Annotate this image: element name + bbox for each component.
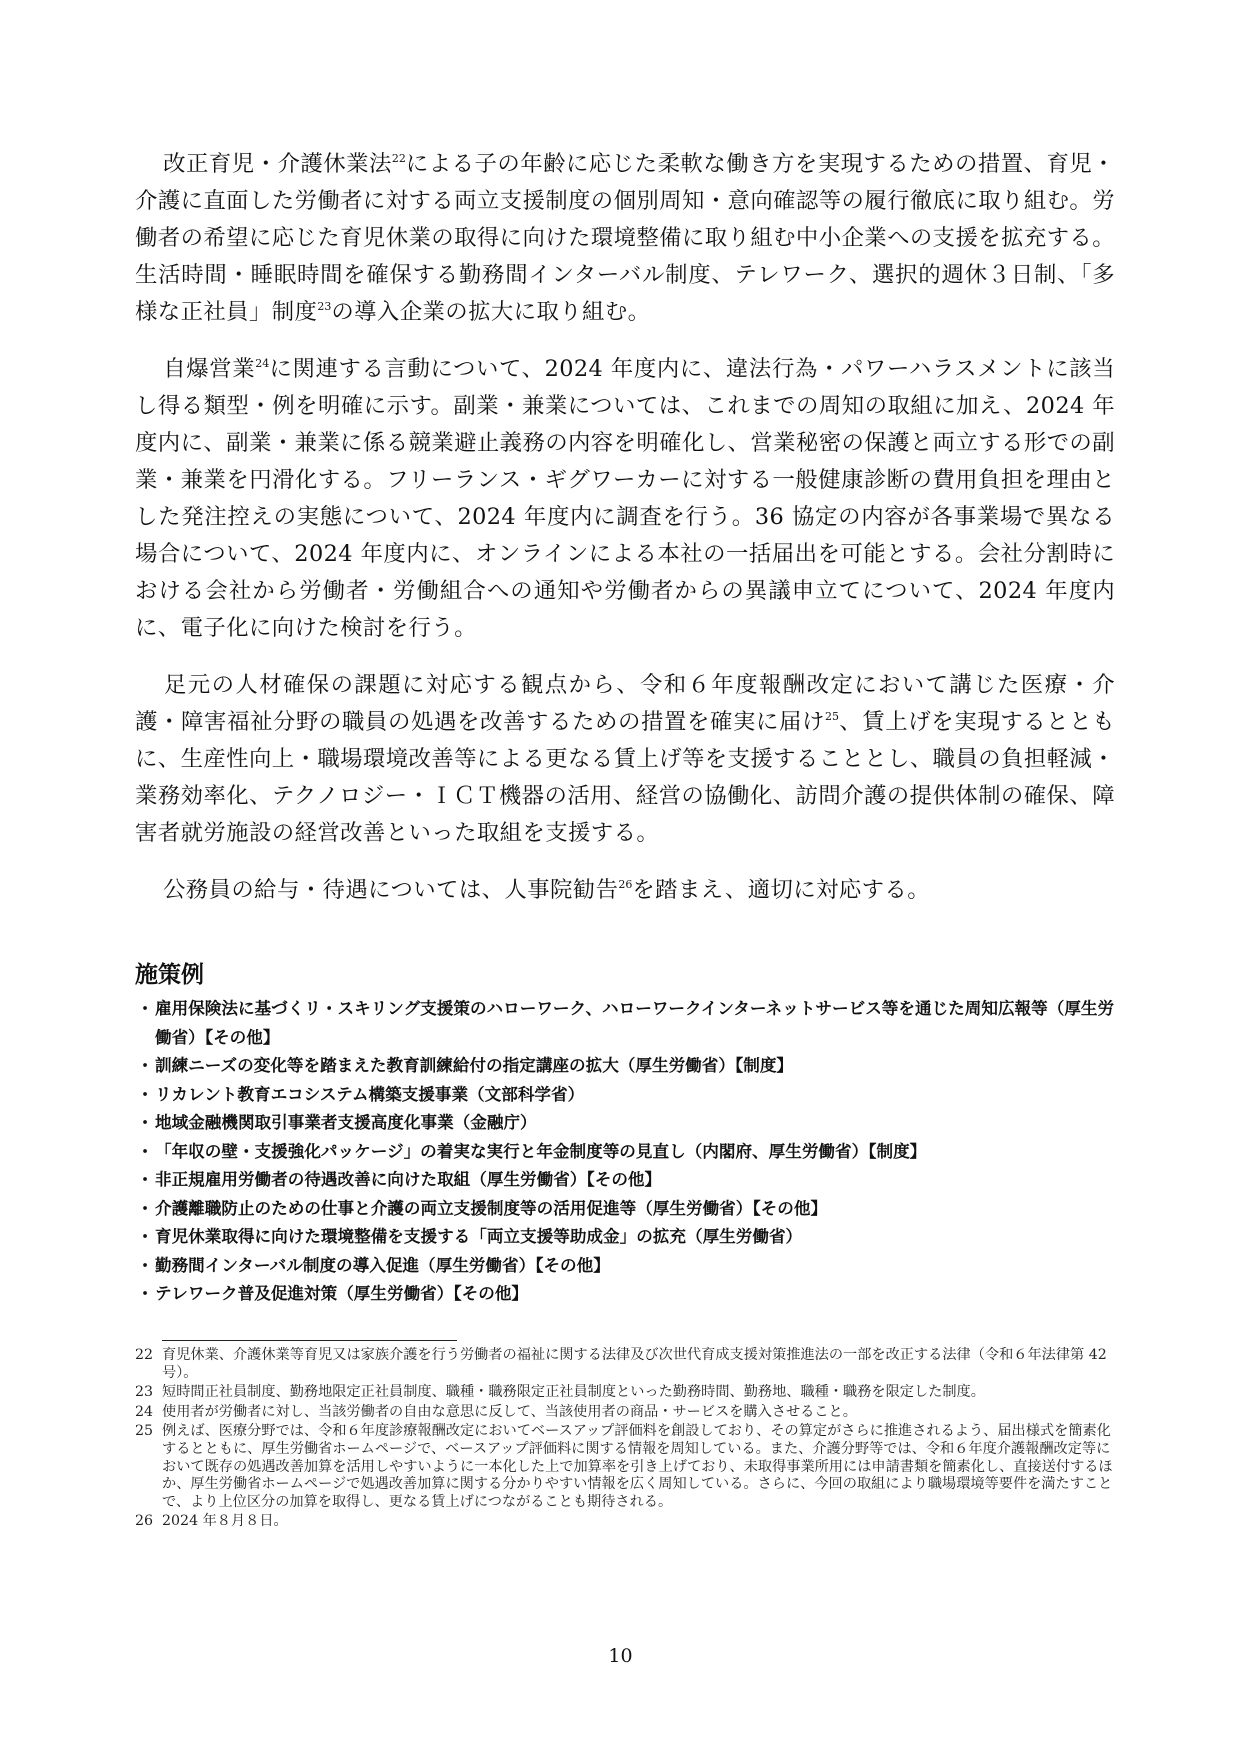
list-item: ・ 勤務間インターバル制度の導入促進（厚生労働省）【その他】 — [135, 1252, 1115, 1281]
footnote-ref-24[interactable]: 24 — [255, 357, 270, 370]
paragraph-self-sales-side-jobs: 自爆営業$^{24}$に関連する言動について、2024 年度内に、違法行為・パワーハラスメントに該当し得る類型・例を明確に示す。副業・兼業については、これまでの周知の取組に加え、2024 年度内に、副業・兼業に係る競業避止義務の内容を明確化し、営業秘密の保護と両立する形での副業・兼業を円滑化する。フリーランス・ギグワーカーに対する一般健康診断の費用負担を理由とした発注控えの実態について、2024 年度内に調査を行う。36 協定の内容が各事業場で異なる場合について、2024 年度内に、オンラインによる本社の一括届出を可能とする。会社分割時における会社から労働者・労働組合への通知や労働者からの異議申立てについて、2024 年度内に、電子化に向けた検討を行う。 — [135, 356, 1115, 641]
bullet-icon: ・ — [136, 1056, 154, 1075]
paragraph-childcare-nursing-leave: 改正育児・介護休業法$^{22}$による子の年齢に応じた柔軟な働き方を実現するための措置、育児・介護に直面した労働者に対する両立支援制度の個別周知・意向確認等の履行徹底に取り組む。労働者の希望に応じた育児休業の取得に向けた環境整備に取り組む中小企業への支援を拡充する。生活時間・睡眠時間を確保する勤務間インターバル制度、テレワーク、選択的週休３日制、「多様な正社員」制度$^{23}$の導入企業の拡大に取り組む。 — [135, 151, 1115, 325]
footnote-24 — [135, 1404, 1115, 1422]
footnote-number: 26 — [135, 1513, 154, 1530]
footnote-ref-26[interactable]: 26 — [618, 878, 633, 891]
footnote-text: 育児休業、介護休業等育児又は家族介護を行う労働者の福祉に関する法律及び次世代育成支援対策推進法の一部を改正する法律（令和６年法律第 42 号）。 — [162, 1347, 1107, 1381]
bullet-icon: ・ — [136, 1084, 154, 1104]
list-item: ・ 「年収の壁・支援強化パッケージ」の着実な実行と年金制度等の見直し（内閣府、厚生労働省）【制度】 — [135, 1138, 1115, 1167]
bullet-icon: ・ — [136, 1255, 154, 1275]
list-item: ・ リカレント教育エコシステム構築支援事業（文部科学省） — [135, 1081, 1115, 1110]
list-item: ・ 非正規雇用労働者の待遇改善に向けた取組（厚生労働省）【その他】 — [135, 1166, 1115, 1195]
bullet-icon: ・ — [136, 999, 154, 1018]
list-item: ・ 雇用保険法に基づくリ・スキリング支援策のハローワーク、ハローワークインターネットサービス等を通じた周知広報等（厚生労働省）【その他】 — [135, 995, 1115, 1052]
bullet-icon: ・ — [136, 1198, 154, 1218]
paragraph-care-staff-wages: 足元の人材確保の課題に対応する観点から、令和６年度報酬改定において講じた医療・介護・障害福祉分野の職員の処遇を改善するための措置を確実に届け$^{25}$、賃上げを実現するとともに、生産性向上・職場環境改善等による更なる賃上げ等を支援することとし、職員の負担軽減・業務効率化、テクノロジー・ＩＣＴ機器の活用、経営の協働化、訪問介護の提供体制の確保、障害者就労施設の経営改善といった取組を支援する。 — [135, 672, 1115, 846]
footnote-text: 短時間正社員制度、勤務地限定正社員制度、職種・職務限定正社員制度といった勤務時間、勤務地、職種・職務を限定した制度。 — [162, 1384, 985, 1401]
footnote-26 — [135, 1513, 1115, 1531]
footnote-23 — [135, 1384, 1115, 1402]
measures-list — [135, 995, 1115, 1309]
footnote-number: 22 — [135, 1347, 154, 1363]
footnote-text: 使用者が労働者に対し、当該労働者の自由な意思に反して、当該使用者の商品・サービスを購入させること。 — [162, 1403, 857, 1420]
footnotes-list — [135, 1347, 1115, 1533]
bullet-icon: ・ — [136, 1284, 154, 1303]
footnote-number: 24 — [135, 1403, 154, 1420]
bullet-icon: ・ — [136, 1141, 154, 1161]
bullet-icon: ・ — [136, 1113, 154, 1132]
footnote-ref-23[interactable]: 23 — [317, 300, 332, 313]
list-item: ・ テレワーク普及促進対策（厚生労働省）【その他】 — [135, 1280, 1115, 1309]
list-item: ・ 介護離職防止のための仕事と介護の両立支援制度等の活用促進等（厚生労働省）【その他】 — [135, 1195, 1115, 1224]
footnote-ref-25[interactable]: 25 — [825, 710, 839, 723]
footnote-25 — [135, 1423, 1115, 1511]
footnote-22 — [135, 1347, 1115, 1382]
list-item: ・ 育児休業取得に向けた環境整備を支援する「両立支援等助成金」の拡充（厚生労働省） — [135, 1223, 1115, 1252]
list-item: ・ 地域金融機関取引事業者支援高度化事業（金融庁） — [135, 1109, 1115, 1138]
footnote-number: 25 — [135, 1423, 154, 1440]
footnote-divider — [162, 1340, 457, 1341]
bullet-icon: ・ — [136, 1170, 154, 1189]
footnote-number: 23 — [135, 1384, 154, 1401]
footnote-ref-22[interactable]: 22 — [391, 152, 406, 165]
page-number: 10 — [608, 1645, 633, 1667]
measures-heading: 施策例 — [135, 962, 204, 988]
list-item: ・ 訓練ニーズの変化等を踏まえた教育訓練給付の指定講座の拡大（厚生労働省）【制度】 — [135, 1052, 1115, 1081]
footnote-text: 例えば、医療分野では、令和６年度診療報酬改定においてベースアップ評価料を創設しており、その算定がさらに推進されるよう、届出様式を簡素化するとともに、厚生労働省ホームページで、ベースアップ評価料に関する情報を周知している。また、介護分野等では、令和６年度介護報酬改定等において既存の処遇改善加算を活用しやすいように一本化した上で加算率を引き上げており、未取得事業所用には申請書類を簡素化し、直接送付するほか、厚生労働省ホームページで処遇改善加算に関する分かりやすい情報を広く周知している。さらに、今回の取組により職場環境等要件を満たすことで、より上位区分の加算を取得し、更なる賃上げにつながることも期待される。 — [162, 1423, 1113, 1510]
paragraph-public-servants: 公務員の給与・待遇については、人事院勧告$^{26}$を踏まえ、適切に対応する。 — [163, 877, 930, 903]
bullet-icon: ・ — [136, 1227, 154, 1246]
footnote-text: 2024 年８月８日。 — [162, 1513, 288, 1530]
